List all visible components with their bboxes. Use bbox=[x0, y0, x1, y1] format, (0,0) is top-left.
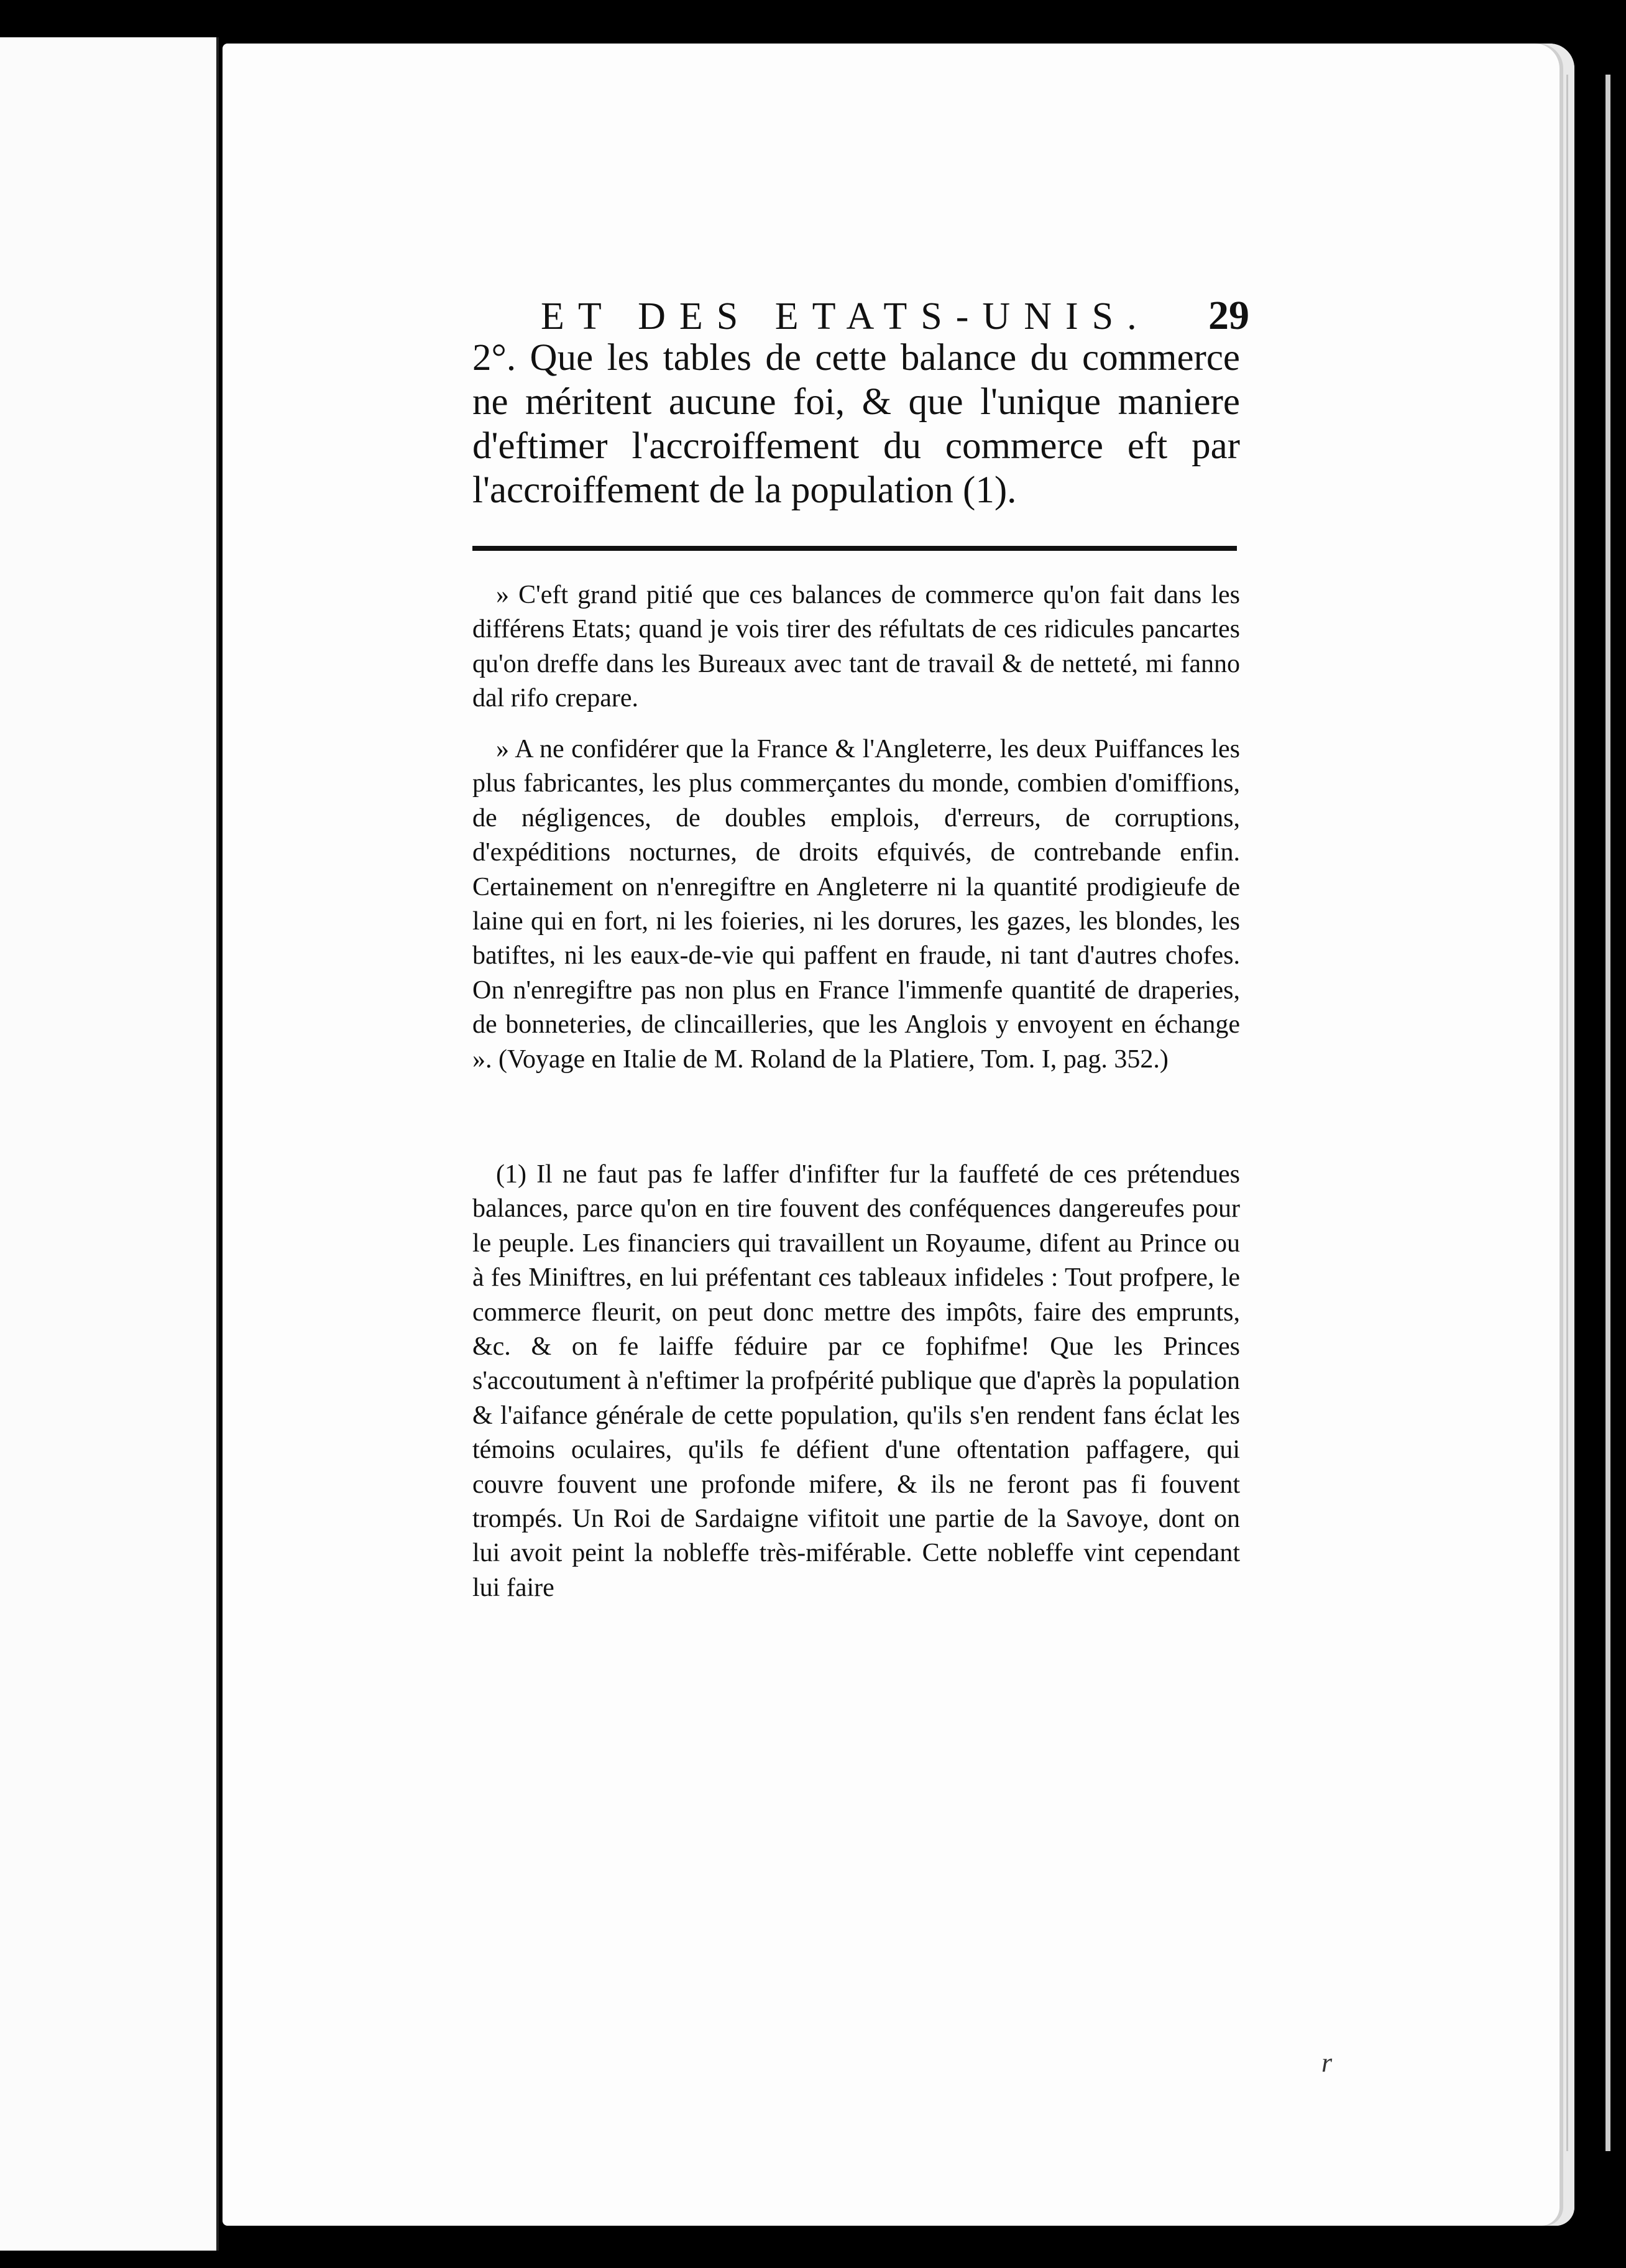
page-edge-shadow bbox=[1566, 75, 1610, 2151]
running-head bbox=[541, 292, 1249, 339]
page-number: 29 bbox=[1208, 293, 1249, 338]
footnote-paragraph-3: (1) Il ne faut pas fe laffer d'infifter fur la fauffeté de ces prétendues balances, parce qu'on en tire fouvent des conféquences dangereufes pour le peuple. Les financiers qui travaillent un Royaume, difent au Prince ou à fes Miniftres, en lui préfentant ces tableaux infideles : Tout profpere, le commerce fleurit, on peut donc mettre des impôts, faire des emprunts, &c. & on fe laiffe féduire par ce fophifme! Que les Princes s'accoutument à n'eftimer la profpérité publique que d'après la population & l'aifance générale de cette population, qu'ils s'en rendent fans éclat les témoins oculaires, qu'ils fe défient d'une oftentation paffagere, qui couvre fouvent une profonde mifere, & ils ne feront pas fi fouvent trompés. Un Roi de Sardaigne vifitoit une partie de la Savoye, dont on lui avoit peint la nobleffe très-miférable. Cette nobleffe vint cependant lui faire bbox=[472, 1160, 1240, 1602]
running-head-title: ET DES ETATS-UNIS. bbox=[541, 295, 1151, 338]
main-paragraph: 2°. Que les tables de cette balance du commerce ne méritent aucune foi, & que l'unique maniere d'eftimer l'accroiffement du commerce eft par l'accroiffement de la population (1). bbox=[472, 337, 1240, 511]
footnote-paragraph-2: » A ne confidérer que la France & l'Angleterre, les deux Puiffances les plus fabricantes, les plus commerçantes du monde, combien d'omiffions, de négligences, de doubles emplois, d'erreurs, de corruptions, d'expéditions nocturnes, de droits efquivés, de contrebande enfin. Certainement on n'enregiftre en Angleterre ni la quantité prodigieufe de laine qui en fort, ni les foieries, ni les dorures, les gazes, les blondes, les batiftes, ni les eaux-de-vie qui paffent en fraude, ni tant d'autres chofes. On n'enregiftre pas non plus en France l'immenfe quantité de draperies, de bonneteries, de clincailleries, que les Anglois y envoyent en échange ». (Voyage en Italie de M. Roland de la Platiere, Tom. I, pag. 352.) bbox=[472, 735, 1240, 1074]
corner-mark: r bbox=[1321, 2047, 1333, 2078]
facing-page-edge bbox=[0, 37, 219, 2251]
footnote-paragraph-1: » C'eft grand pitié que ces balances de commerce qu'on fait dans les différens Etats; quand je vois tirer des réfultats de ces ridicules pancartes qu'on dreffe dans les Bureaux avec tant de travail & de netteté, mi fanno dal rifo crepare. bbox=[472, 581, 1240, 713]
footnote-rule bbox=[472, 546, 1237, 551]
